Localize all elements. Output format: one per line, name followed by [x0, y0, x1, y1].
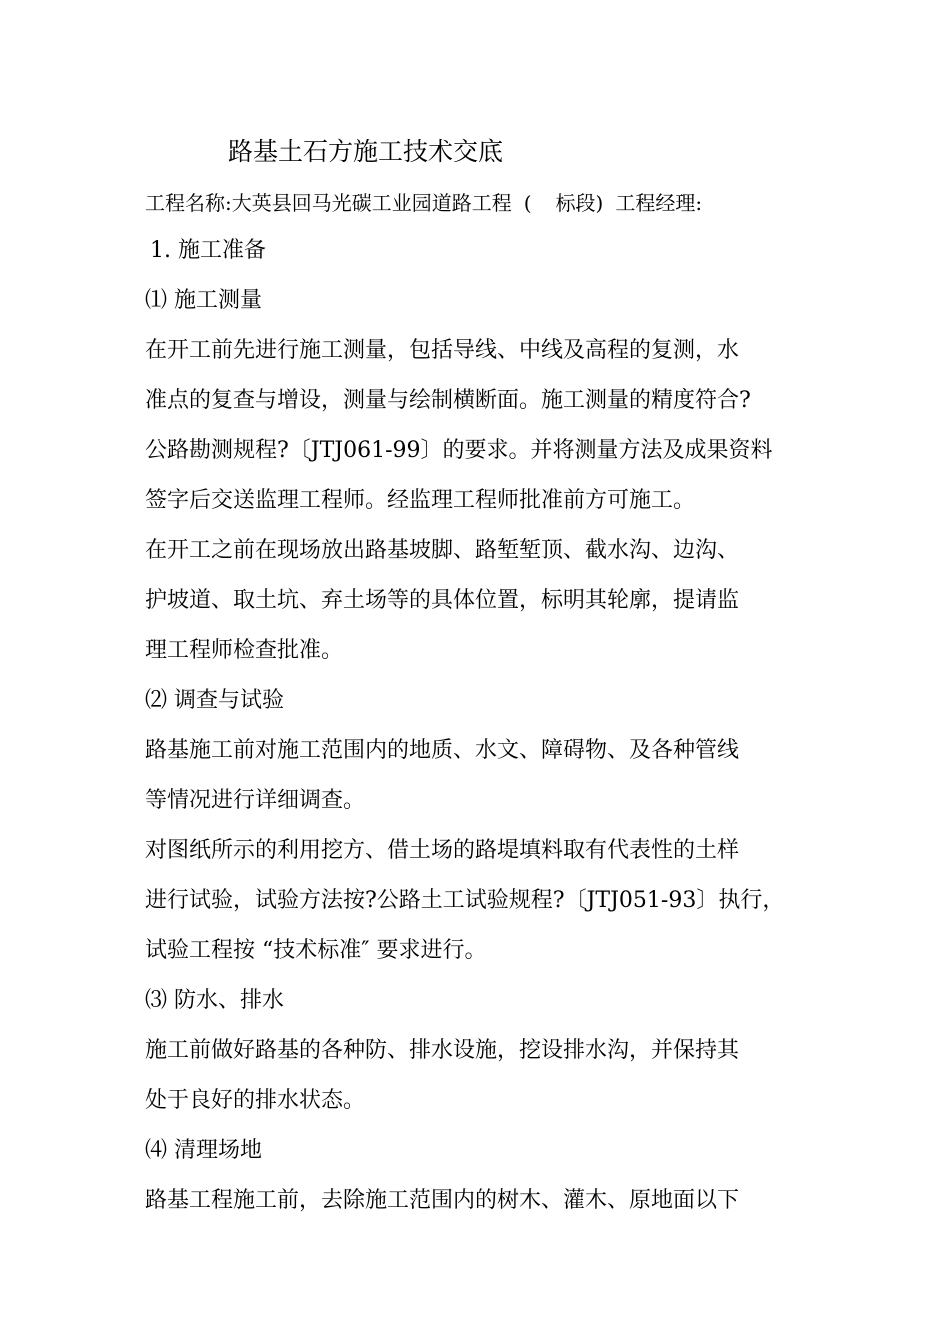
subsection-heading-site-clearing: ⑷ 清理场地: [145, 1138, 262, 1163]
project-info-line: [145, 186, 702, 220]
paragraph-line: 等情况进行详细调查。: [145, 788, 366, 813]
paragraph-line: 准点的复查与增设，测量与绘制横断面。施工测量的精度符合?: [145, 388, 751, 413]
project-name-value: 大英县回马光碳工业园道路工程: [231, 191, 512, 215]
document-title: 路基土石方施工技术交底: [228, 137, 504, 166]
paragraph-line: 签字后交送监理工程师。经监理工程师批准前方可施工。: [145, 488, 696, 513]
subsection-heading-survey: ⑴ 施工测量: [145, 288, 262, 313]
paragraph-line: 试验工程按 “技术标准″ 要求进行。: [145, 938, 487, 963]
paragraph-line: 在开工前先进行施工测量，包括导线、中线及高程的复测，水: [145, 338, 740, 363]
subsection-heading-drainage: ⑶ 防水、排水: [145, 988, 284, 1013]
paragraph-line: 路基工程施工前，去除施工范围内的树木、灌木、原地面以下: [145, 1188, 740, 1213]
paragraph-line: 处于良好的排水状态。: [145, 1088, 366, 1113]
subsection-heading-investigation: ⑵ 调查与试验: [145, 688, 284, 713]
manager-label: 工程经理:: [615, 191, 703, 215]
paragraph-line: 施工前做好路基的各种防、排水设施，挖设排水沟，并保持其: [145, 1038, 740, 1063]
paragraph-line: 在开工之前在现场放出路基坡脚、路堑堑顶、截水沟、边沟、: [145, 538, 740, 563]
paragraph-line: 对图纸所示的利用挖方、借土场的路堤填料取有代表性的土样: [145, 838, 740, 863]
section-label: 标段): [555, 191, 604, 215]
section-open-paren: (: [523, 191, 532, 215]
paragraph-line: 进行试验，试验方法按?公路土工试验规程?〔JTJ051-93〕执行，: [145, 888, 785, 913]
section-heading-preparation: 1. 施工准备: [150, 238, 266, 263]
paragraph-line: 理工程师检查批准。: [145, 638, 344, 663]
paragraph-line: 路基施工前对施工范围内的地质、水文、障碍物、及各种管线: [145, 738, 740, 763]
project-name-label: 工程名称:: [145, 191, 232, 215]
paragraph-line: 公路勘测规程?〔JTJ061-99〕的要求。并将测量方法及成果资料: [145, 438, 773, 463]
paragraph-line: 护坡道、取土坑、弃土场等的具体位置，标明其轮廓，提请监: [145, 588, 740, 613]
